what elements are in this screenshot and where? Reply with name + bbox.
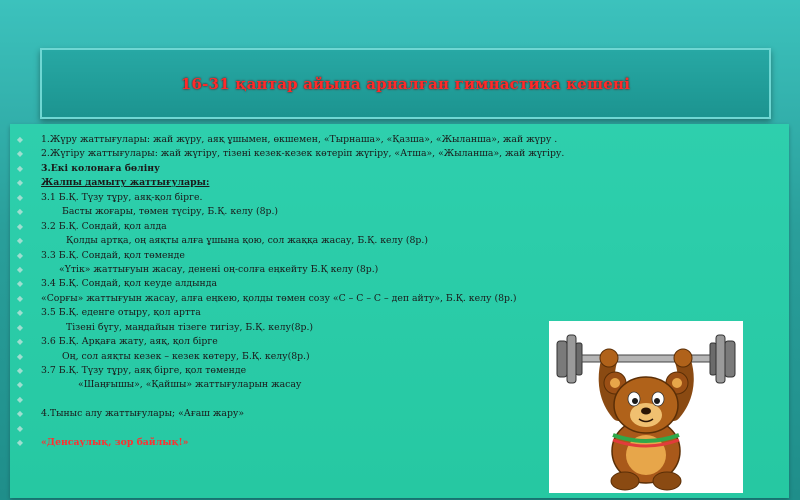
list-item: ◆ 3.Екі колонаға бөліну <box>10 162 789 176</box>
list-item: ◆ Қолды артқа, оң аяқты алға ұшына қою, сол жаққа жасау, Б.Қ. келу (8р.) <box>10 234 789 248</box>
title-bar <box>40 48 771 119</box>
bullet-icon: ◆ <box>16 322 24 332</box>
list-item: ◆ «Шаңғышы», «Қайшы» жаттығуларын жасау <box>10 378 789 392</box>
bullet-icon: ◆ <box>16 149 24 159</box>
bullet-icon: ◆ <box>16 192 24 202</box>
bullet-icon: ◆ <box>16 279 24 289</box>
bullet-icon: ◆ <box>16 221 24 231</box>
bullet-icon: ◆ <box>16 380 24 390</box>
slide-title: 16-31 қантар айына арналған гимнастика кешені <box>180 74 631 93</box>
bullet-icon: ◆ <box>16 163 24 173</box>
bullet-icon: ◆ <box>16 293 24 303</box>
list-item: ◆ 3.6 Б.Қ. Арқаға жату, аяқ, қол бірге <box>10 335 789 349</box>
bullet-icon: ◆ <box>16 207 24 217</box>
list-item: ◆ 4.Тыныс алу жаттығулары; «Ағаш жару» <box>10 407 789 421</box>
bullet-icon: ◆ <box>16 308 24 318</box>
list-item: ◆ Тізені бүгу, маңдайын тізеге тигізу, Б.Қ. келу(8р.) <box>10 321 789 335</box>
list-item: ◆ Жалпы дамыту жаттығулары: <box>10 176 789 190</box>
bullet-icon: ◆ <box>16 135 24 144</box>
bullet-icon: ◆ <box>16 351 24 361</box>
list-item: ◆ Оң, сол аяқты кезек – кезек көтеру, Б.Қ. келу(8р.) <box>10 350 789 364</box>
bullet-icon: ◆ <box>16 438 24 448</box>
bullet-icon: ◆ <box>16 337 24 347</box>
bear-weightlifter-image <box>549 321 743 493</box>
list-item: ◆ 3.5 Б.Қ. еденге отыру, қол артта <box>10 306 789 320</box>
list-item: ◆ 2.Жүгіру жаттығулары: жай жүгіру, тізені кезек-кезек көтеріп жүгіру, «Атша», «Жыланша», жай жүгіру. <box>10 147 789 161</box>
list-item: ◆ «Үтік» жаттығуын жасау, денені оң-солға еңкейту Б.Қ келу (8р.) <box>10 263 789 277</box>
list-item: ◆ 3.4 Б.Қ. Сондай, қол кеуде алдында <box>10 277 789 291</box>
bullet-icon: ◆ <box>16 236 24 246</box>
list-item: ◆ 3.2 Б.Қ. Сондай, қол алда <box>10 220 789 234</box>
list-item: ◆ 1.Жүру жаттығулары: жай жүру, аяқ ұшымен, өкшемен, «Тырнаша», «Қазша», «Жыланша», жай жүру . <box>10 133 789 147</box>
bear-weightlifter-icon <box>549 321 743 493</box>
list-item: ◆ «Денсаулық, зор байлық!» <box>10 436 789 450</box>
bullet-icon: ◆ <box>16 178 24 188</box>
bullet-icon: ◆ <box>16 409 24 419</box>
bullet-icon: ◆ <box>16 423 24 433</box>
bullet-icon: ◆ <box>16 250 24 260</box>
bullet-icon: ◆ <box>16 366 24 375</box>
list-item: ◆ 3.1 Б.Қ. Түзу тұру, аяқ-қол бірге. <box>10 191 789 205</box>
bullet-icon: ◆ <box>16 264 24 274</box>
list-item: ◆ Басты жоғары, төмен түсіру, Б.Қ. келу (8р.) <box>10 205 789 219</box>
list-item: ◆ 3.7 Б.Қ. Түзу тұру, аяқ бірге, қол төменде <box>10 364 789 378</box>
list-item: ◆ «Сорғы» жаттығуын жасау, алға еңкею, қолды төмен созу «С – С – С – деп айту», Б.Қ. келу (8р.) <box>10 292 789 306</box>
bullet-icon: ◆ <box>16 394 24 404</box>
list-item: ◆ 3.3 Б.Қ. Сондай, қол төменде <box>10 249 789 263</box>
